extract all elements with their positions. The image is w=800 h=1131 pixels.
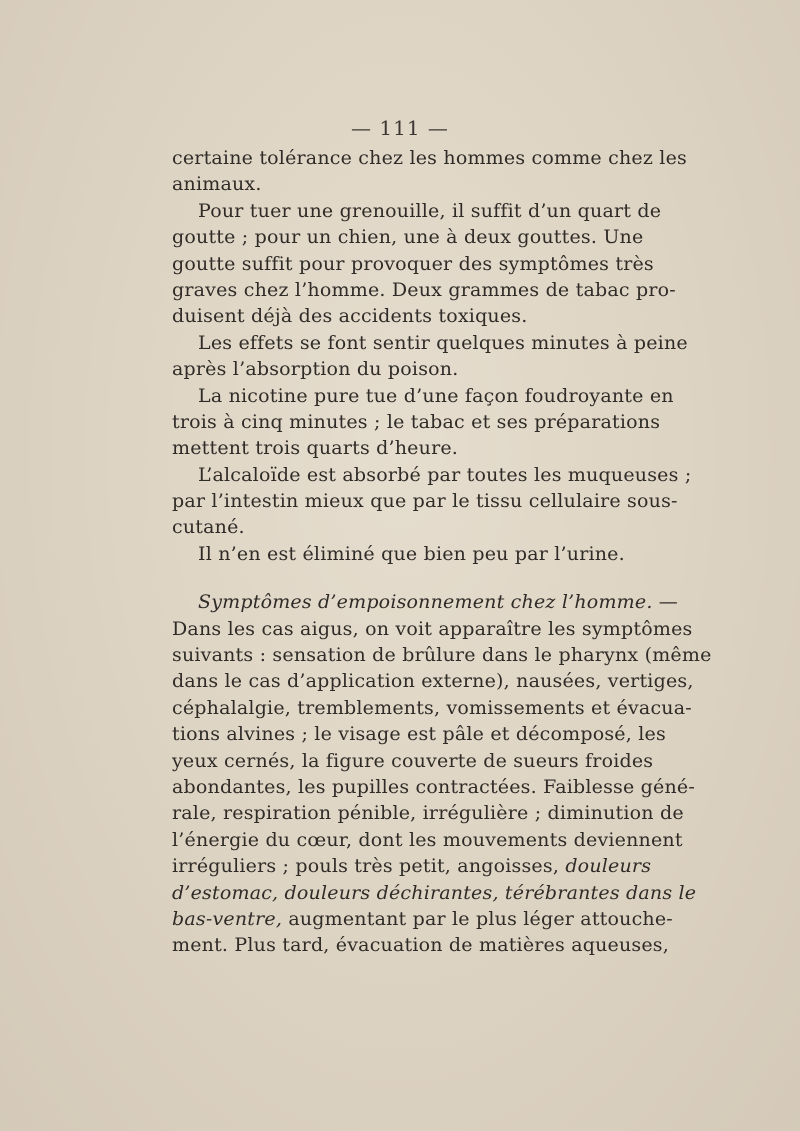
text-segment: duisent déjà des accidents toxiques. <box>172 305 528 328</box>
text-segment: ment. Plus tard, évacuation de matières aqueuses, <box>172 934 669 957</box>
italic-text: bas-ventre, <box>172 907 283 930</box>
text-segment: rale, respiration pénible, irrégulière ; diminution de <box>172 802 684 825</box>
text-line <box>172 880 697 906</box>
text-line <box>172 541 643 567</box>
text-segment: trois à cinq minutes ; le tabac et ses préparations <box>172 410 661 433</box>
text-segment: Dans les cas aigus, on voit apparaître les symptômes <box>172 617 693 640</box>
text-line <box>172 145 687 171</box>
body-text <box>172 145 712 959</box>
text-line <box>172 435 643 461</box>
text-segment: Il n’en est éliminé que bien peu par l’urine. <box>198 542 625 565</box>
page-number: — 111 — <box>351 116 449 140</box>
text-segment: l’énergie du cœur, dont les mouvements deviennent <box>172 828 683 851</box>
text-line <box>172 774 695 800</box>
text-line <box>172 383 674 409</box>
text-segment: Les effets se font sentir quelques minutes à peine <box>198 331 688 354</box>
text-segment: après l’absorption du poison. <box>172 358 459 381</box>
italic-text: douleurs <box>565 855 652 878</box>
text-line <box>172 800 684 826</box>
text-line <box>172 906 673 932</box>
text-segment: irréguliers ; pouls très petit, angoisses, <box>172 855 566 878</box>
italic-text: d’estomac, douleurs déchirantes, térébrantes dans le <box>172 881 697 904</box>
italic-text: Symptômes d’empoisonnement chez l’homme. <box>198 591 653 614</box>
text-segment: Pour tuer une grenouille, il suffit d’un quart de <box>198 199 662 222</box>
text-line <box>172 198 662 224</box>
text-line <box>172 171 643 197</box>
text-line <box>172 303 643 329</box>
text-line <box>172 409 661 435</box>
text-line <box>172 277 676 303</box>
text-segment: dans le cas d’application externe), nausées, vertiges, <box>172 670 694 693</box>
text-segment: animaux. <box>172 173 262 196</box>
text-segment: — <box>652 591 679 614</box>
text-segment: abondantes, les pupilles contractées. Faiblesse géné- <box>172 775 695 798</box>
paragraph-gap <box>172 567 643 589</box>
text-line <box>172 488 678 514</box>
text-line <box>172 616 693 642</box>
text-line <box>172 251 654 277</box>
text-line <box>172 827 683 853</box>
text-segment: par l’intestin mieux que par le tissu cellulaire sous- <box>172 490 678 513</box>
text-segment: La nicotine pure tue d’une façon foudroyante en <box>198 384 674 407</box>
text-segment: céphalalgie, tremblements, vomissements et évacua- <box>172 696 692 719</box>
text-segment: yeux cernés, la figure couverte de sueurs froides <box>172 749 654 772</box>
text-line <box>172 695 692 721</box>
text-line <box>172 642 712 668</box>
text-line <box>172 514 643 540</box>
text-line <box>172 224 643 250</box>
text-line <box>172 356 643 382</box>
text-line <box>172 330 688 356</box>
text-segment: L’alcaloïde est absorbé par toutes les muqueuses ; <box>198 463 692 486</box>
text-segment: tions alvines ; le visage est pâle et décomposé, les <box>172 723 666 746</box>
text-line <box>172 668 694 694</box>
text-line <box>172 748 654 774</box>
text-line <box>172 589 679 615</box>
text-segment: cutané. <box>172 516 245 539</box>
text-line <box>172 932 669 958</box>
text-segment: mettent trois quarts d’heure. <box>172 437 459 460</box>
text-line <box>172 462 692 488</box>
text-segment: suivants : sensation de brûlure dans le pharynx (même <box>172 644 712 667</box>
text-segment: goutte ; pour un chien, une à deux gouttes. Une <box>172 226 644 249</box>
text-line <box>172 853 652 879</box>
text-segment: graves chez l’homme. Deux grammes de tabac pro- <box>172 278 676 301</box>
text-segment: augmentant par le plus léger attouche- <box>282 907 673 930</box>
text-line <box>172 721 666 747</box>
text-segment: goutte suffit pour provoquer des symptômes très <box>172 252 654 275</box>
text-segment: certaine tolérance chez les hommes comme chez les <box>172 147 687 169</box>
